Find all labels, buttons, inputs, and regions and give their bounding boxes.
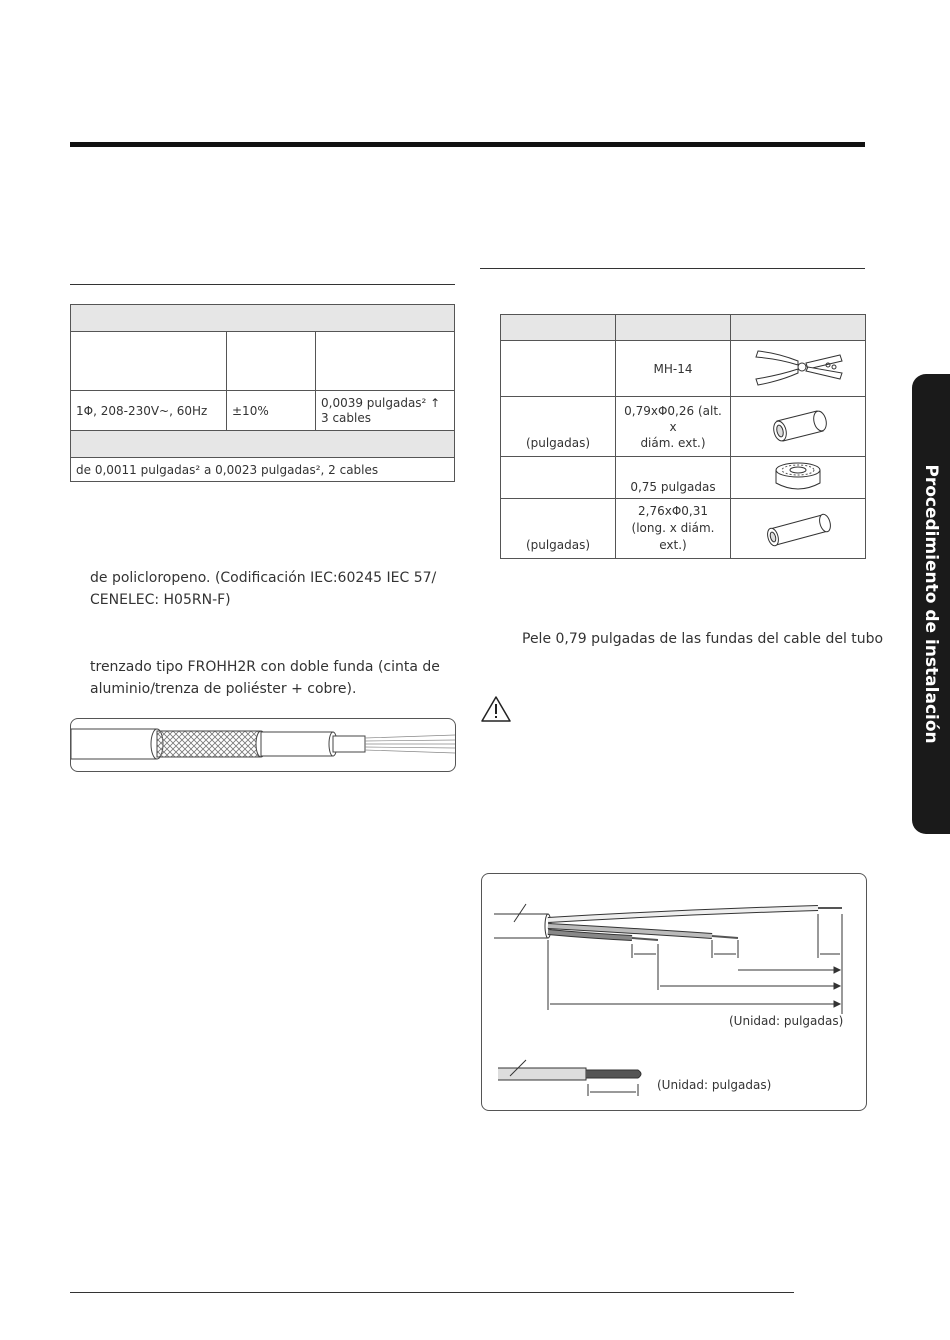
header-cell	[316, 332, 455, 391]
power-cell: 1Φ, 208-230V~, 60Hz	[71, 391, 227, 431]
tool-name-cell	[501, 341, 616, 397]
para2-line1: trenzado tipo FROHH2R con doble funda (cinta de	[90, 659, 440, 675]
spec-line: ext.)	[659, 538, 687, 552]
tool-image-cell	[731, 457, 866, 499]
comm-cable-cell: de 0,0011 pulgadas² a 0,0023 pulgadas², 2 cables	[71, 458, 455, 482]
para2-line2: aluminio/trenza de poliéster + cobre).	[90, 681, 357, 697]
para1-line2: CENELEC: H05RN-F)	[90, 592, 231, 608]
comm-header-row	[71, 431, 455, 458]
spec-line: (long. x diám.	[631, 521, 715, 535]
left-section-rule	[70, 284, 455, 285]
tool-spec-cell	[616, 499, 731, 559]
cable-spec-paragraph-2	[90, 656, 440, 700]
top-rule	[70, 142, 865, 147]
tape-roll-icon	[770, 459, 826, 493]
tool-spec-cell	[616, 457, 731, 499]
crimping-tool-icon	[750, 345, 846, 389]
cable-spec-paragraph-1	[90, 567, 436, 611]
unit-note: (pulgadas)	[525, 436, 591, 450]
tool-image-cell	[731, 499, 866, 559]
tools-header-cell	[501, 315, 616, 341]
right-section-rule	[480, 268, 865, 269]
long-sleeve-icon	[758, 507, 838, 547]
shielded-cable-icon	[71, 719, 455, 771]
sleeve-icon	[763, 405, 833, 445]
unit-label-1: (Unidad: pulgadas)	[729, 1014, 844, 1028]
wire-strip-diagram	[482, 874, 866, 1110]
tool-image-cell	[731, 341, 866, 397]
spec-line: 0,79xΦ0,26 (alt. x	[624, 403, 722, 434]
warning-icon	[480, 695, 512, 723]
unit-note: (pulgadas)	[525, 538, 591, 552]
spec-line: 2,76xΦ0,31	[638, 504, 708, 518]
tool-name-cell	[501, 397, 616, 457]
tool-image-cell	[731, 397, 866, 457]
cable-cell	[316, 391, 455, 431]
cable-line-1: 0,0039 pulgadas² ↑	[321, 395, 441, 410]
strip-instruction: Pele 0,79 pulgadas de las fundas del cable del tubo	[522, 631, 884, 647]
side-tab-label: Procedimiento de instalación	[921, 464, 941, 744]
unit-label-2: (Unidad: pulgadas)	[657, 1078, 772, 1092]
header-cell	[71, 332, 227, 391]
power-spec-table	[70, 304, 455, 482]
shielded-cable-figure	[70, 718, 456, 772]
tools-table	[500, 314, 866, 559]
tool-name-cell	[501, 457, 616, 499]
tools-header-cell	[731, 315, 866, 341]
tool-spec-cell	[616, 397, 731, 457]
header-cell	[227, 332, 316, 391]
spec-line: 0,75 pulgadas	[630, 480, 716, 494]
tool-name-cell	[501, 499, 616, 559]
tolerance-cell: ±10%	[227, 391, 316, 431]
tools-header-cell	[616, 315, 731, 341]
wire-strip-figure	[481, 873, 867, 1111]
spec-line: diám. ext.)	[640, 435, 706, 450]
tool-spec-cell: MH-14	[616, 341, 731, 397]
section-side-tab	[912, 374, 950, 834]
cable-line-2: 3 cables	[321, 410, 371, 425]
table-header-row	[71, 305, 455, 332]
bottom-rule	[70, 1292, 794, 1293]
para1-line1: de policloropeno. (Codificación IEC:60245 IEC 57/	[90, 570, 437, 586]
